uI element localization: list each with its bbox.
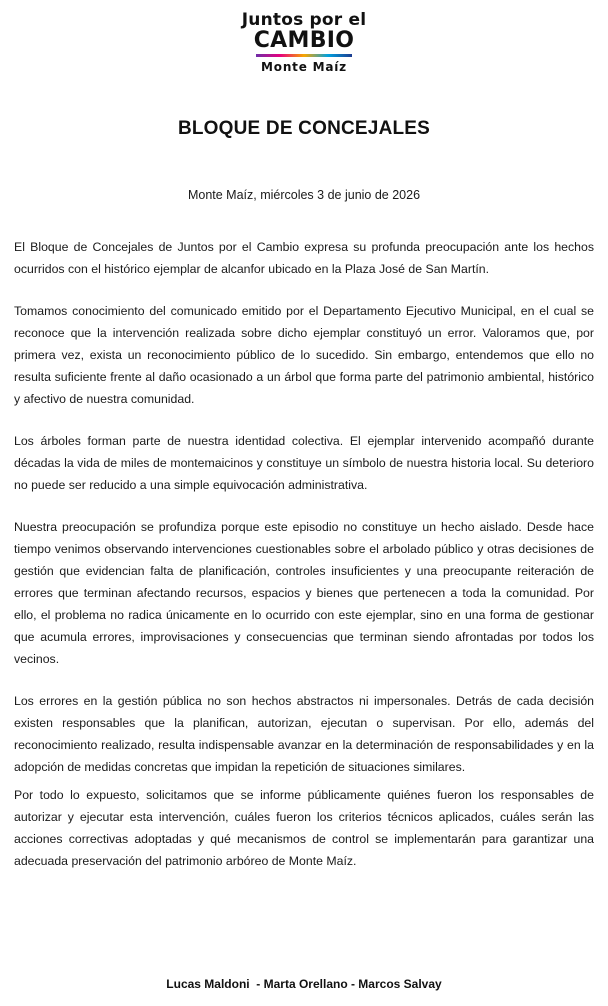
dateline: Monte Maíz, miércoles 3 de junio de 2026	[187, 188, 421, 202]
paragraph-4: Nuestra preocupación se profundiza porque este episodio no constituye un hecho aislado. Desde hace tiempo venimos observando intervenciones cuestionables sobre el arbolado público y otras decisiones de gestión que evidencian falta de planificación, controles insuficientes y una preocupante reiteración de errores que terminan afectando recursos, espacios y bienes que pertenecen a toda la comunidad. Por ello, el problema no radica únicamente en lo ocurrido con este ejemplar, sino en una forma de gestionar que acumula errores, improvisaciones y consecuencias que terminan siendo afrontadas por todos los vecinos.	[14, 520, 594, 666]
document-body	[14, 236, 594, 892]
paragraph-3: Los árboles forman parte de nuestra identidad colectiva. El ejemplar intervenido acompañó durante décadas la vida de miles de montemaicinos y constituye un símbolo de nuestra historia local. Su deterioro no puede ser reducido a una simple equivocación administrativa.	[14, 434, 594, 492]
paragraph-2: Tomamos conocimiento del comunicado emitido por el Departamento Ejecutivo Municipal, en el cual se reconoce que la intervención realizada sobre dicho ejemplar constituyó un error. Valoramos que, por primera vez, exista un reconocimiento público de lo sucedido. Sin embargo, entendemos que ello no resulta suficiente frente al daño ocasionado a un árbol que forma parte del patrimonio ambiental, histórico y afectivo de nuestra comunidad.	[14, 304, 594, 406]
logo-text-top: Juntos por el	[241, 10, 367, 30]
paragraph-5: Los errores en la gestión pública no son hechos abstractos ni impersonales. Detrás de cada decisión existen responsables que la planifican, autorizan, ejecutan o supervisan. Por ello, además del reconocimiento realizado, resulta indispensable avanzar en la determinación de responsabilidades y en la adopción de medidas concretas que impidan la repetición de situaciones similares.	[14, 694, 594, 774]
logo-color-bar	[256, 54, 352, 57]
logo-text-main: CAMBIO	[253, 28, 355, 53]
document-title: BLOQUE DE CONCEJALES	[177, 118, 431, 139]
paragraph-6: Por todo lo expuesto, solicitamos que se informe públicamente quiénes fueron los responsables de autorizar y ejecutar esta intervención, cuáles fueron los criterios técnicos aplicados, cuáles serán las acciones correctivas adoptadas y qué mecanismos de control se implementarán para garantizar una adecuada preservación del patrimonio arbóreo de Monte Maíz.	[14, 788, 594, 868]
logo-text-locality: Monte Maíz	[261, 60, 347, 74]
signatories: Lucas Maldoni - Marta Orellano - Marcos Salvay	[166, 977, 442, 991]
paragraph-1: El Bloque de Concejales de Juntos por el Cambio expresa su profunda preocupación ante los hechos ocurridos con el histórico ejemplar de alcanfor ubicado en la Plaza José de San Martín.	[14, 240, 594, 276]
party-logo	[0, 10, 608, 74]
